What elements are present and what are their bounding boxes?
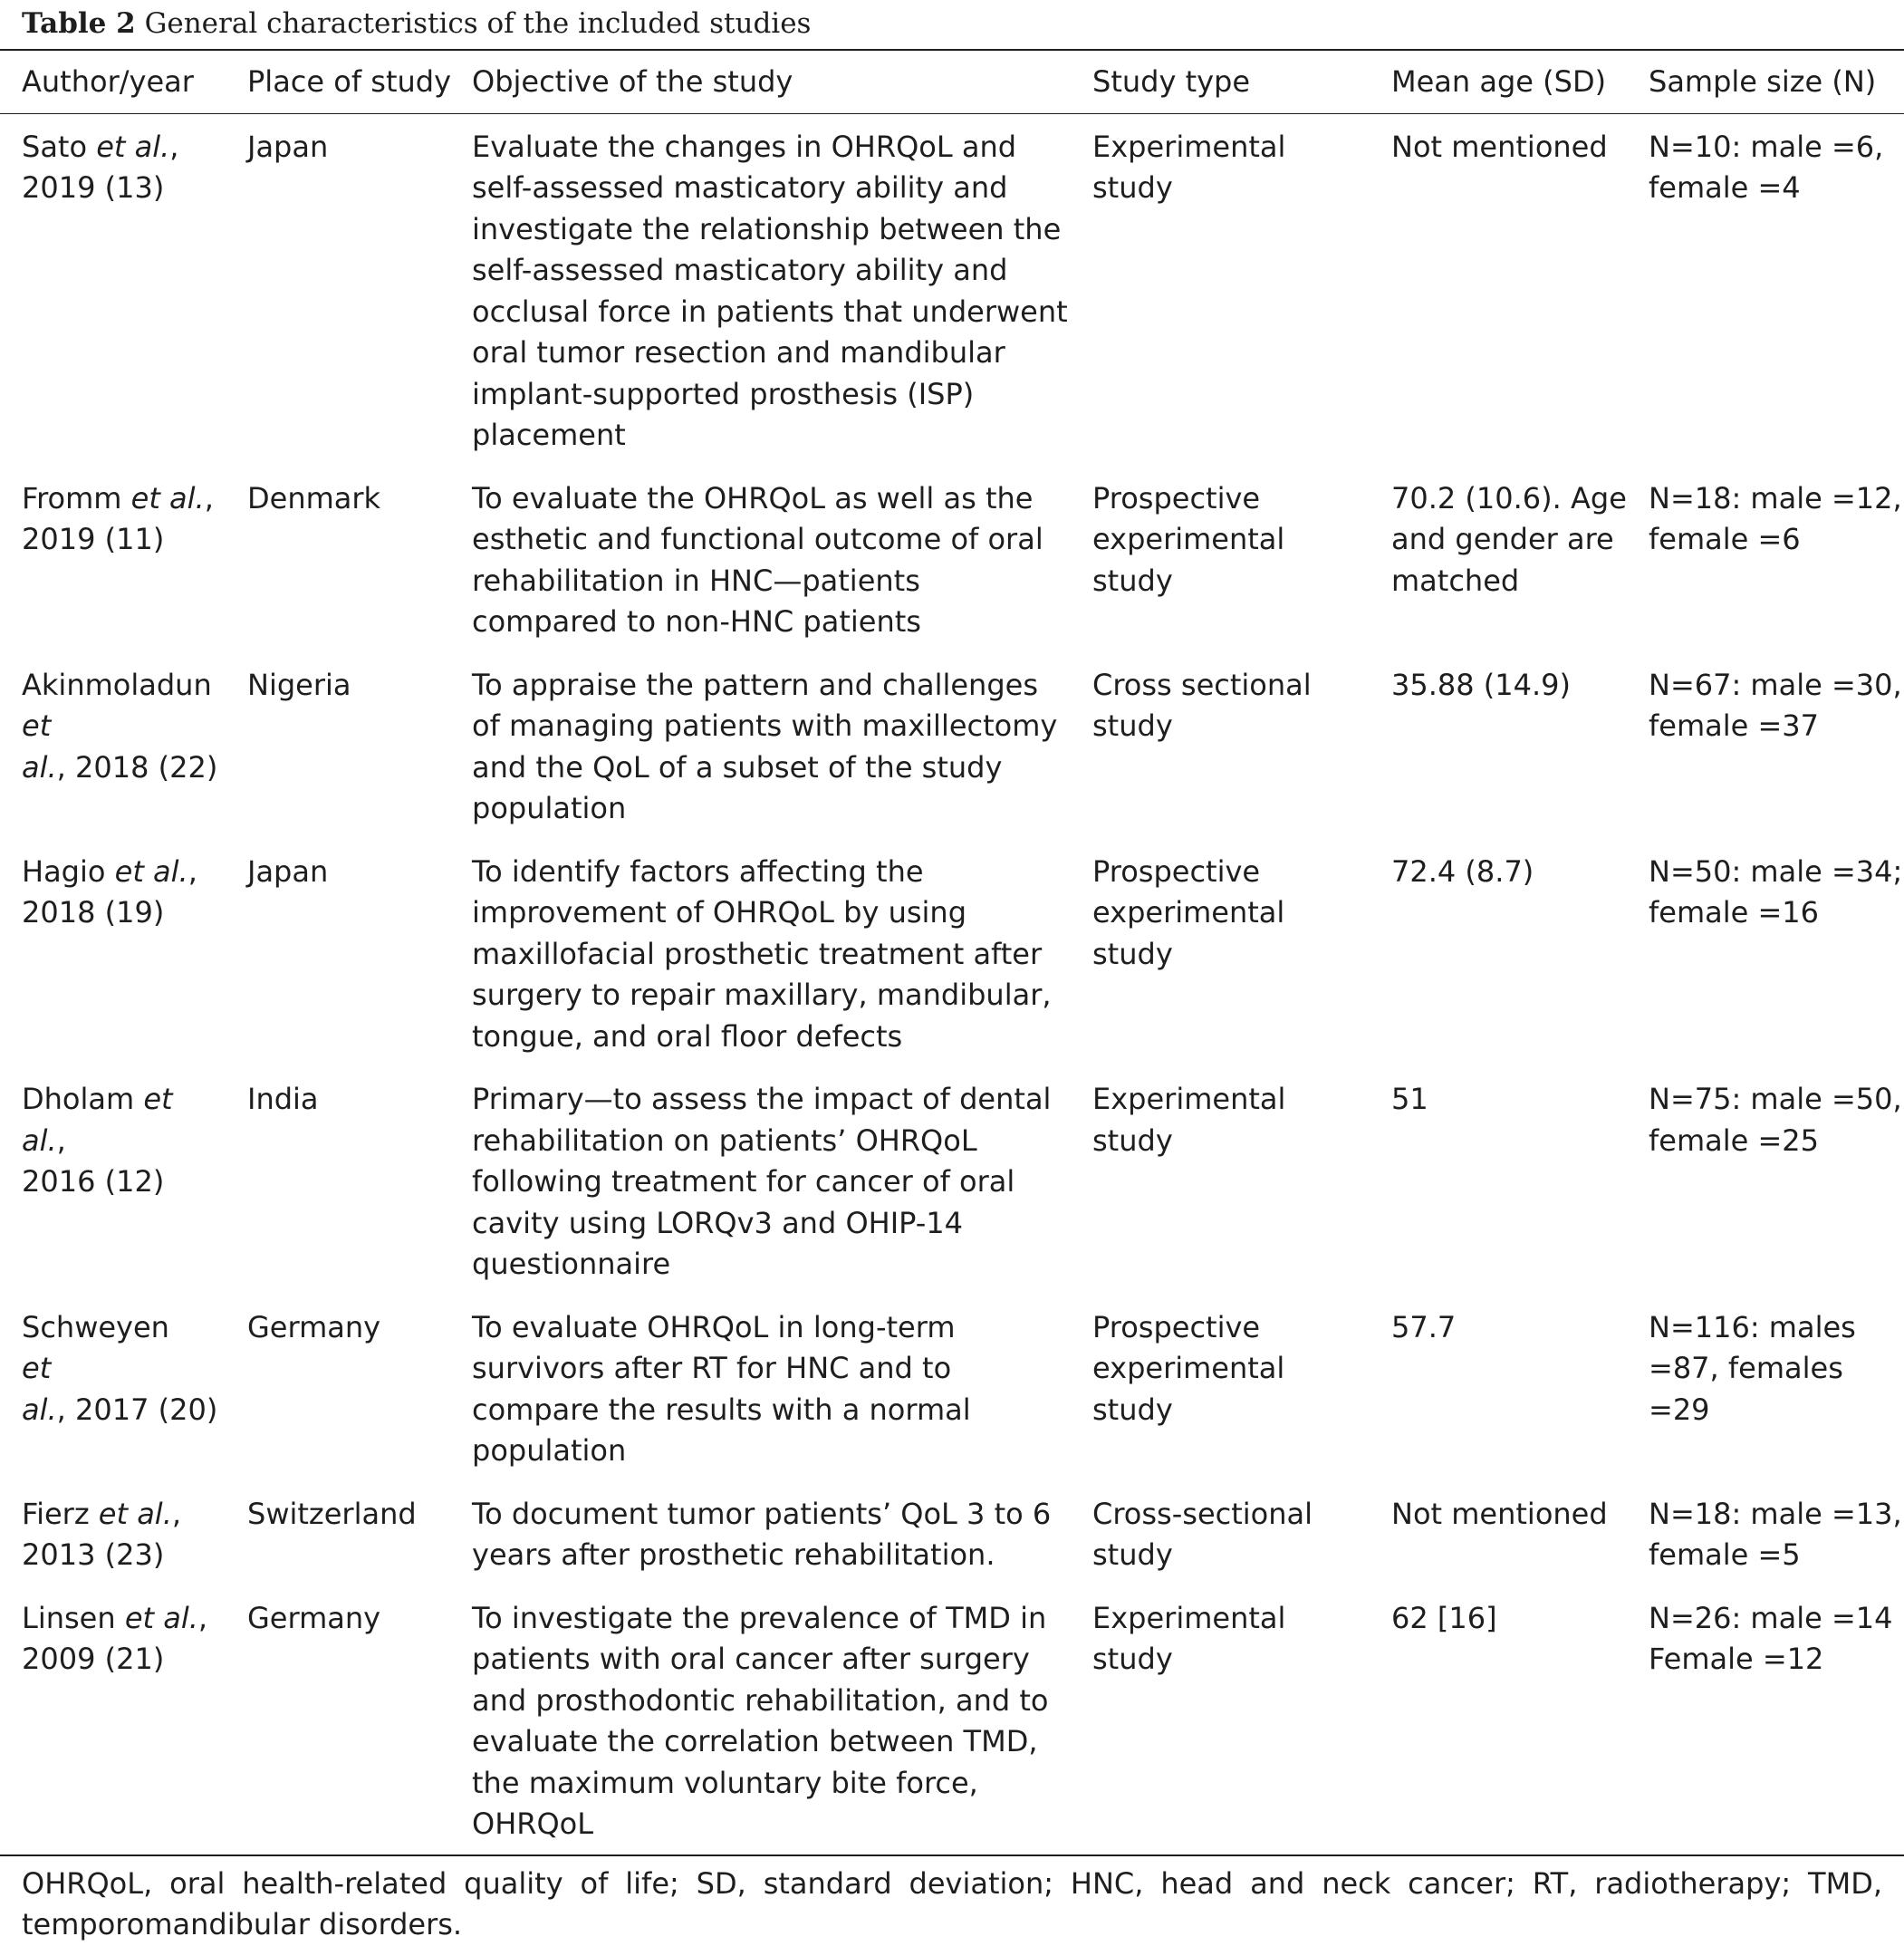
header-sample-size: Sample size (N) [1649,64,1877,99]
cell-author-year: Dholam et al., 2016 (12) [22,1082,173,1199]
cell-study-type: Experimental study [1092,1600,1286,1676]
table-row [0,1598,1904,1855]
et-al: et al. [130,480,205,515]
et-al: et al. [114,853,188,889]
table-label: Table 2 [22,7,136,40]
table-row [0,478,1904,665]
table-row [0,665,1904,852]
cell-mean-age: Not mentioned [1391,129,1608,164]
cell-author-year: Fierz et al., 2013 (23) [22,1496,182,1572]
cell-objective: To evaluate OHRQoL in long-term survivors after RT for HNC and to compare the results with a normal population [472,1309,971,1468]
header-place: Place of study [247,64,452,99]
cell-mean-age: 70.2 (10.6). Age and gender are matched [1391,480,1627,598]
studies-table [0,49,1904,1856]
cell-mean-age: 51 [1391,1082,1428,1116]
cell-study-type: Prospective experimental study [1092,853,1285,971]
cell-mean-age: Not mentioned [1391,1496,1608,1531]
cell-objective: Primary—to assess the impact of dental rehabilitation on patients’ OHRQoL following treatment for cancer of oral cavity using LORQv3 and OHIP-14 questionnaire [472,1082,1052,1281]
et-al: et al. [96,129,170,164]
table-row [0,1307,1904,1494]
cell-objective: To appraise the pattern and challenges of managing patients with maxillectomy and the QoL of a subset of the study population [472,667,1058,825]
cell-sample-size: N=10: male =6, female =4 [1649,129,1884,205]
cell-author-year: Sato et al., 2019 (13) [22,129,179,205]
cell-author-year: Fromm et al., 2019 (11) [22,480,214,556]
cell-sample-size: N=26: male =14 Female =12 [1649,1600,1893,1676]
table-container [0,49,1904,1946]
et-al: et al. [124,1600,198,1635]
cell-mean-age: 72.4 (8.7) [1391,853,1534,889]
cell-study-type: Prospective experimental study [1092,480,1285,598]
cell-place: Switzerland [247,1496,417,1531]
cell-sample-size: N=116: males =87, females =29 [1649,1309,1856,1427]
cell-objective: Evaluate the changes in OHRQoL and self-assessed masticatory ability and investigate the relationship between the self-assessed masticatory ability and occlusal force in patients that underwent oral tumor resection and mandibular implant-supported prosthesis (ISP) placement [472,129,1068,452]
table-row [0,113,1904,478]
table-row [0,1079,1904,1307]
cell-mean-age: 62 [16] [1391,1600,1497,1635]
cell-objective: To evaluate the OHRQoL as well as the esthetic and functional outcome of oral rehabilitation in HNC—patients compared to non-HNC patients [472,480,1043,639]
cell-study-type: Cross-sectional study [1092,1496,1313,1572]
cell-place: Germany [247,1309,381,1344]
cell-sample-size: N=18: male =13, female =5 [1649,1496,1902,1572]
header-mean-age: Mean age (SD) [1391,64,1607,99]
et-al: et al. [22,1082,173,1158]
table-footnote: OHRQoL, oral health-related quality of life; SD, standard deviation; HNC, head and neck cancer; RT, radiotherapy; TMD, temporomandibular disorders. [22,1865,1882,1941]
header-study-type: Study type [1092,64,1251,99]
header-objective: Objective of the study [472,64,793,99]
cell-objective: To document tumor patients’ QoL 3 to 6 years after prosthetic rehabilitation. [472,1496,1052,1572]
cell-sample-size: N=50: male =34; female =16 [1649,853,1903,930]
cell-study-type: Experimental study [1092,129,1286,205]
table-row [0,852,1904,1080]
header-row [0,50,1904,113]
cell-study-type: Prospective experimental study [1092,1309,1285,1427]
cell-place: India [247,1082,319,1116]
header-author-year: Author/year [22,64,194,99]
cell-author-year: Linsen et al., 2009 (21) [22,1600,208,1676]
cell-mean-age: 35.88 (14.9) [1391,667,1571,702]
cell-author-year: Hagio et al., 2018 (19) [22,853,197,930]
cell-objective: To investigate the prevalence of TMD in patients with oral cancer after surgery and prosthodontic rehabilitation, and to evaluate the correlation between TMD, the maximum voluntary bite force, OHRQoL [472,1600,1049,1841]
table-row [0,1494,1904,1598]
et-al: et al. [98,1496,172,1531]
cell-mean-age: 57.7 [1391,1309,1457,1344]
cell-sample-size: N=67: male =30, female =37 [1649,667,1902,743]
cell-study-type: Experimental study [1092,1082,1286,1158]
cell-place: Nigeria [247,667,351,702]
cell-author-year: Akinmoladun et al., 2018 (22) [22,667,218,785]
cell-sample-size: N=18: male =12, female =6 [1649,480,1902,556]
et-al: et al. [22,1351,57,1427]
table-title: General characteristics of the included studies [144,7,812,40]
cell-author-year: Schweyen et al., 2017 (20) [22,1309,218,1427]
table-caption [22,5,811,42]
et-al: et al. [22,708,57,785]
cell-place: Germany [247,1600,381,1635]
cell-objective: To identify factors affecting the improvement of OHRQoL by using maxillofacial prosthetic treatment after surgery to repair maxillary, mandibular, tongue, and oral floor defects [472,853,1052,1054]
cell-place: Japan [247,129,329,164]
cell-sample-size: N=75: male =50, female =25 [1649,1082,1902,1158]
cell-study-type: Cross sectional study [1092,667,1312,743]
cell-place: Japan [247,853,329,889]
cell-place: Denmark [247,480,381,515]
